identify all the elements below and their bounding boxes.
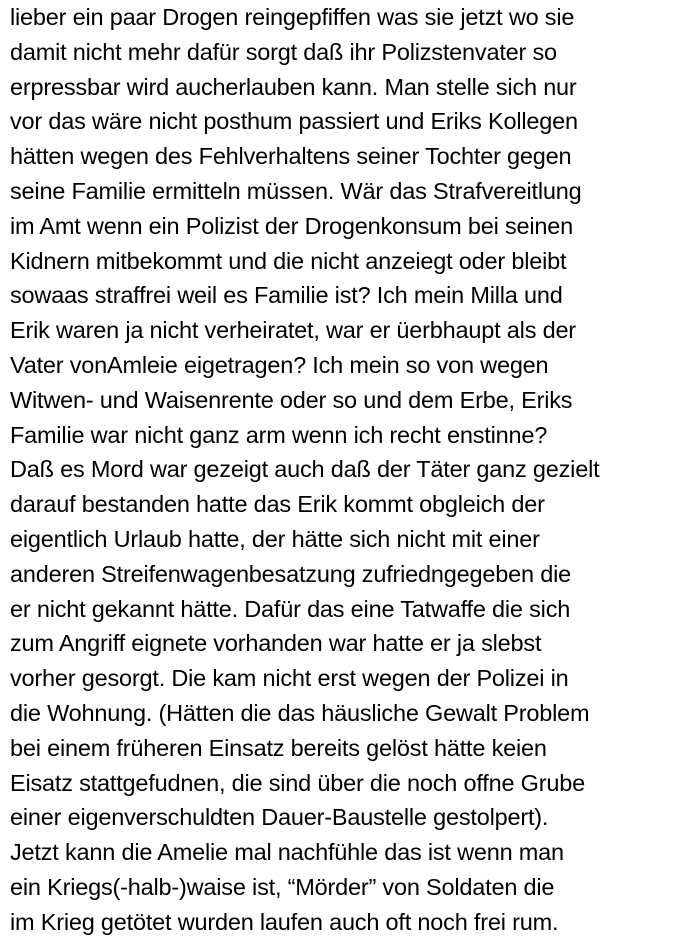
text-line: eigentlich Urlaub hatte, der hätte sich nicht mit einer — [10, 525, 540, 552]
text-line: zum Angriff eignete vorhanden war hatte er ja slebst — [10, 630, 542, 657]
text-line: damit nicht mehr dafür sorgt daß ihr Polizstenvater so — [10, 38, 557, 65]
text-line: Vater vonAmleie eigetragen? Ich mein so von wegen — [10, 351, 549, 378]
text-line: einer eigenverschuldten Dauer-Baustelle gestolpert). — [10, 804, 549, 831]
text-line: Jetzt kann die Amelie mal nachfühle das ist wenn man — [10, 839, 564, 866]
text-line: ein Kriegs(-halb-)waise ist, “Mörder” von Soldaten die — [10, 873, 555, 900]
text-line: darauf bestanden hatte das Erik kommt obgleich der — [10, 491, 545, 518]
document-page — [10, 0, 682, 940]
text-line: Kidnern mitbekommt und die nicht anzeiegt oder bleibt — [10, 247, 567, 274]
text-line: sowaas straffrei weil es Familie ist? Ich mein Milla und — [10, 282, 563, 309]
text-line: hätten wegen des Fehlverhaltens seiner Tochter gegen — [10, 143, 572, 170]
text-line: im Amt wenn ein Polizist der Drogenkonsum bei seinen — [10, 212, 574, 239]
text-line: die Wohnung. (Hätten die das häusliche Gewalt Problem — [10, 699, 590, 726]
text-line: seine Familie ermitteln müssen. Wär das Strafvereitlung — [10, 177, 582, 204]
text-line: bei einem früheren Einsatz bereits gelöst hätte keien — [10, 734, 547, 761]
text-line: Erik waren ja nicht verheiratet, war er üerbhaupt als der — [10, 317, 576, 344]
text-line: Eisatz stattgefudnen, die sind über die noch offne Grube — [10, 769, 585, 796]
text-line: erpressbar wird aucherlauben kann. Man stelle sich nur — [10, 73, 577, 100]
text-line: lieber ein paar Drogen reingepfiffen was sie jetzt wo sie — [10, 4, 575, 30]
text-line: im Krieg getötet wurden laufen auch oft noch frei rum. — [10, 908, 559, 935]
text-line: Familie war nicht ganz arm wenn ich recht enstinne? — [10, 421, 548, 448]
text-line: anderen Streifenwagenbesatzung zufriedngegeben die — [10, 560, 571, 587]
text-line: vor das wäre nicht posthum passiert und Eriks Kollegen — [10, 108, 578, 135]
text-line: Witwen- und Waisenrente oder so und dem Erbe, Eriks — [10, 386, 573, 413]
text-line: vorher gesorgt. Die kam nicht erst wegen der Polizei in — [10, 665, 569, 692]
text-line: Daß es Mord war gezeigt auch daß der Täter ganz gezielt — [10, 456, 600, 483]
text-line: er nicht gekannt hätte. Dafür das eine Tatwaffe die sich — [10, 595, 571, 622]
